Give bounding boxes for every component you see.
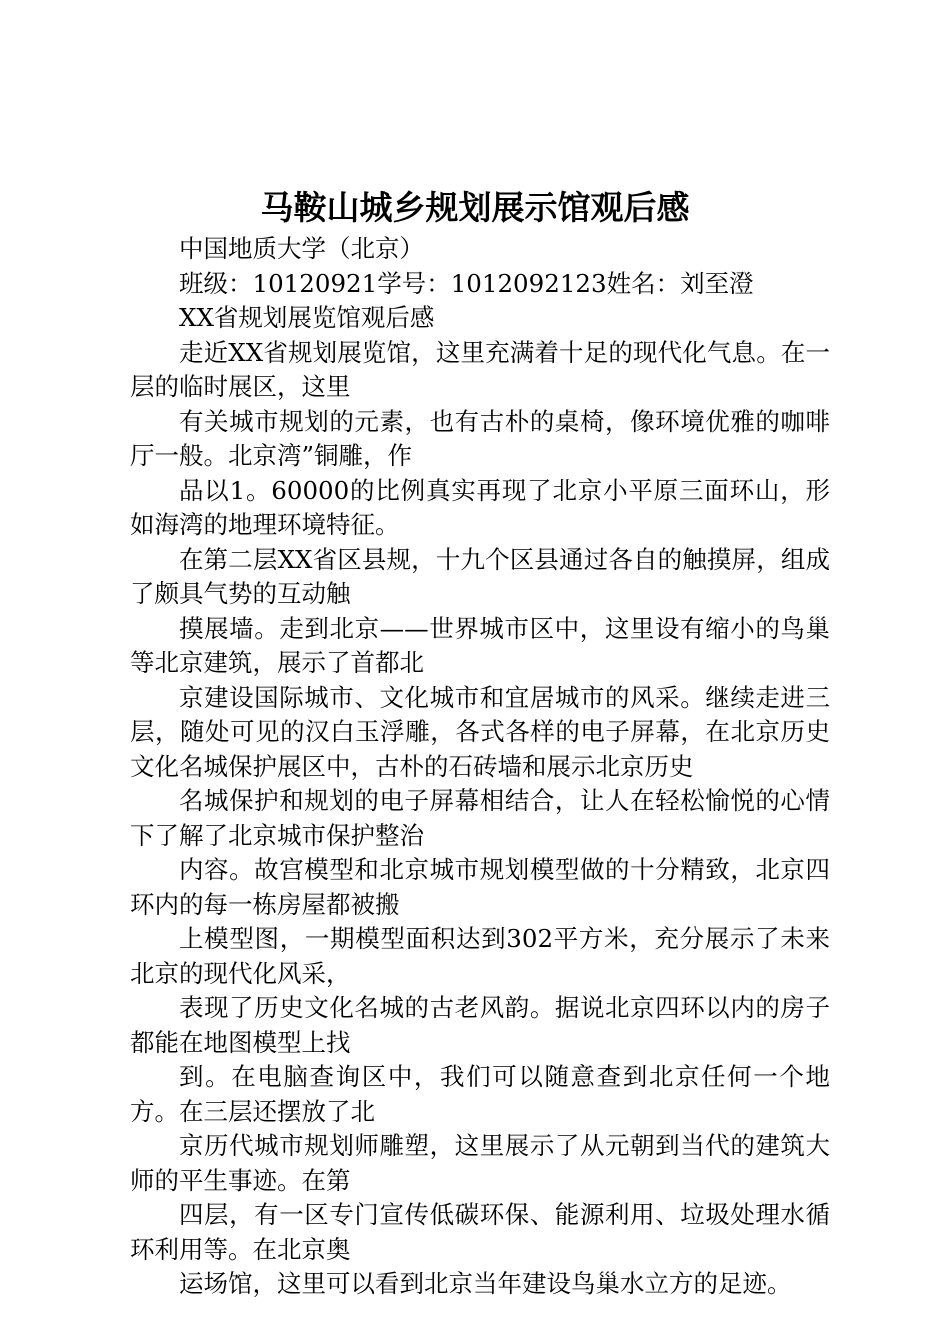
paragraph: 京建设国际城市、文化城市和宜居城市的风采。继续走进三层，随处可见的汉白玉浮雕，各式各样的电子屏幕，在北京历史文化名城保护展区中，古朴的石砖墙和展示北京历史 bbox=[130, 682, 830, 781]
paragraph: 到。在电脑查询区中，我们可以随意查到北京任何一个地方。在三层还摆放了北 bbox=[130, 1062, 830, 1126]
paragraph: 名城保护和规划的电子屏幕相结合，让人在轻松愉悦的心情下了解了北京城市保护整治 bbox=[130, 786, 830, 850]
document-body bbox=[130, 232, 830, 1302]
paragraph: 在第二层XX省区县规，十九个区县通过各自的触摸屏，组成了颇具气势的互动触 bbox=[130, 544, 830, 608]
paragraph: 上模型图，一期模型面积达到302平方米，充分展示了未来北京的现代化风采， bbox=[130, 924, 830, 988]
paragraph: 摸展墙。走到北京——世界城市区中，这里设有缩小的鸟巢等北京建筑，展示了首都北 bbox=[130, 613, 830, 677]
paragraph: XX省规划展览馆观后感 bbox=[179, 303, 435, 332]
paragraph: 走近XX省规划展览馆，这里充满着十足的现代化气息。在一层的临时展区，这里 bbox=[130, 337, 830, 401]
paragraph: 班级：10120921学号：1012092123姓名：刘至澄 bbox=[179, 268, 754, 298]
paragraph: 中国地质大学（北京） bbox=[179, 234, 424, 263]
paragraph: 京历代城市规划师雕塑，这里展示了从元朝到当代的建筑大师的平生事迹。在第 bbox=[130, 1131, 830, 1195]
paragraph: 品以1。60000的比例真实再现了北京小平原三面环山，形如海湾的地理环境特征。 bbox=[130, 475, 830, 539]
paragraph: 内容。故宫模型和北京城市规划模型做的十分精致，北京四环内的每一栋房屋都被搬 bbox=[130, 855, 830, 919]
paragraph: 表现了历史文化名城的古老风韵。据说北京四环以内的房子都能在地图模型上找 bbox=[130, 993, 830, 1057]
paragraph: 运场馆，这里可以看到北京当年建设鸟巢水立方的足迹。 bbox=[179, 1269, 792, 1298]
paragraph: 四层，有一区专门宣传低碳环保、能源利用、垃圾处理水循环利用等。在北京奥 bbox=[130, 1200, 830, 1264]
paragraph: 有关城市规划的元素，也有古朴的桌椅，像环境优雅的咖啡厅一般。北京湾”铜雕，作 bbox=[130, 406, 830, 470]
document-title: 马鞍山城乡规划展示馆观后感 bbox=[260, 188, 690, 227]
